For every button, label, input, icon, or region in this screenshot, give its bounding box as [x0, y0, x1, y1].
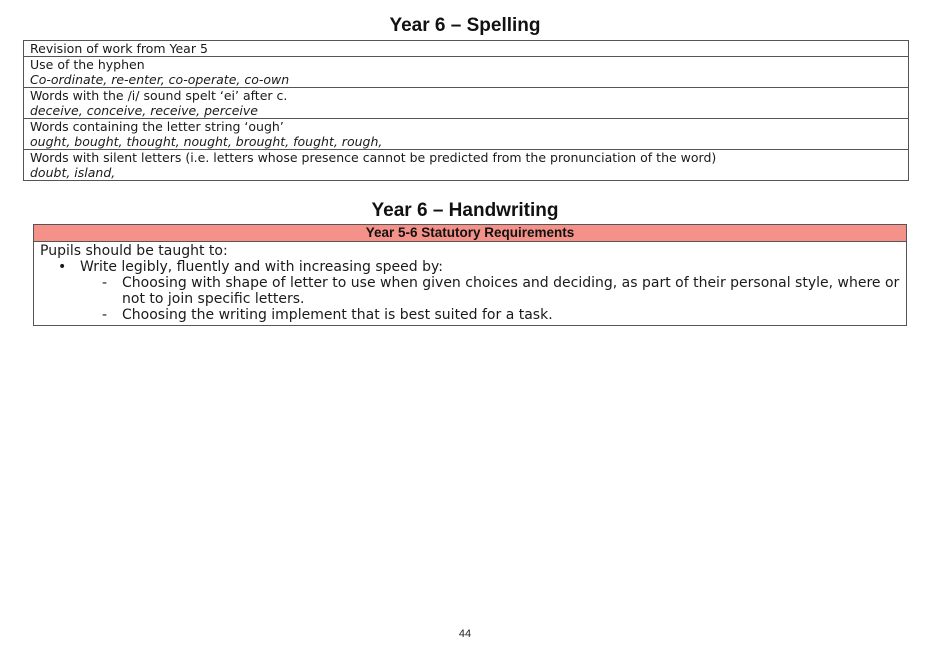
handwriting-title: Year 6 – Handwriting	[371, 200, 559, 221]
spelling-cell	[24, 57, 909, 88]
row-example: Co-ordinate, re-enter, co-operate, co-own	[30, 72, 290, 87]
row-example: doubt, island,	[30, 165, 116, 180]
table-row	[24, 150, 909, 181]
bullet-text: Write legibly, fluently and with increasing speed by:	[80, 259, 443, 275]
table-row	[24, 88, 909, 119]
handwriting-intro: Pupils should be taught to:	[40, 243, 228, 259]
row-title: Words containing the letter string ‘ough’	[30, 119, 284, 134]
row-title: Revision of work from Year 5	[30, 41, 208, 56]
sub-point	[40, 275, 900, 307]
table-header-row	[34, 225, 907, 242]
table-row	[24, 41, 909, 57]
sub-point	[40, 307, 900, 323]
dash-icon: -	[102, 275, 108, 291]
handwriting-table	[33, 224, 907, 326]
page-number: 44	[458, 628, 472, 640]
row-example: ought, bought, thought, nought, brought, fought, rough,	[30, 134, 383, 149]
spelling-table	[23, 40, 909, 181]
spelling-cell	[24, 119, 909, 150]
bullet-icon: •	[58, 259, 67, 275]
row-example: deceive, conceive, receive, perceive	[30, 103, 258, 118]
table-row	[24, 119, 909, 150]
spelling-cell	[24, 150, 909, 181]
row-title: Words with silent letters (i.e. letters whose presence cannot be predicted from the pronunciation of the word)	[30, 150, 717, 165]
spelling-cell	[24, 41, 909, 57]
spelling-cell	[24, 88, 909, 119]
handwriting-cell	[34, 242, 907, 326]
row-title: Use of the hyphen	[30, 57, 145, 72]
table-row	[34, 242, 907, 326]
dash-icon: -	[102, 307, 108, 323]
bullet-point	[40, 259, 900, 275]
sub-point-text: Choosing with shape of letter to use when given choices and deciding, as part of their personal style, where or not to join specific letters.	[122, 275, 900, 307]
table-row	[24, 57, 909, 88]
spelling-title: Year 6 – Spelling	[389, 15, 541, 36]
statutory-requirements-header: Year 5-6 Statutory Requirements	[34, 225, 907, 242]
sub-point-text: Choosing the writing implement that is best suited for a task.	[122, 307, 553, 323]
row-title: Words with the /i/ sound spelt ‘ei’ after c.	[30, 88, 288, 103]
